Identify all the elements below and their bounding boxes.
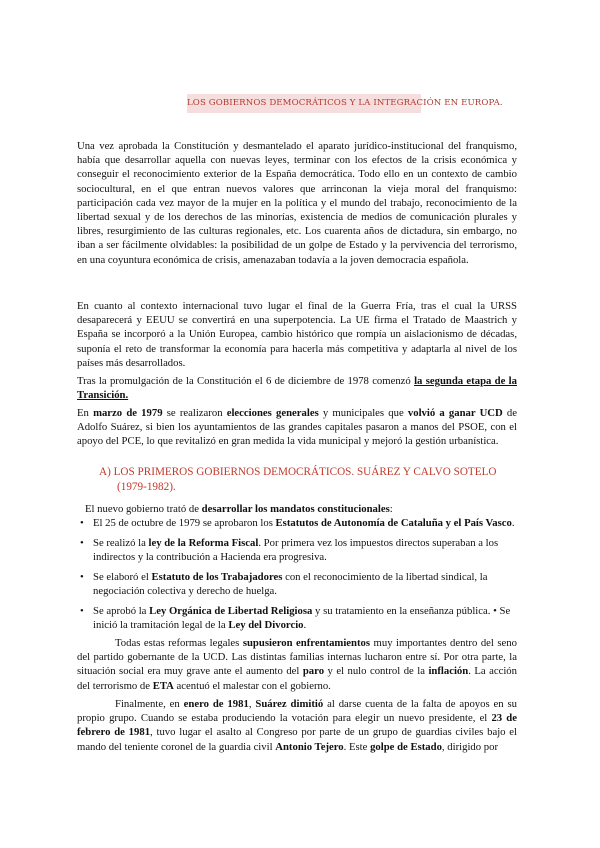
bold-run: Estatuto de los Trabajadores bbox=[151, 570, 283, 583]
text-run: Se realizó la bbox=[93, 536, 149, 549]
bold-run: Ley del Divorcio bbox=[228, 619, 304, 631]
text-run: Todas estas reformas legales bbox=[115, 637, 243, 649]
bold-run: 23 de febrero de 1981 bbox=[77, 712, 517, 739]
bold-run: volvió a ganar UCD bbox=[407, 407, 503, 419]
text-run: de Adolfo Suárez, si bien los ayuntamientos de las grandes capitales pasaron a manos del PSOE, con el apoyo del PCE, lo que revitalizó en gran medida la vida municipal y mejoró la gestión urbanística. bbox=[77, 407, 518, 448]
transition-paragraph bbox=[77, 374, 517, 402]
bold-run: golpe de Estado bbox=[370, 740, 442, 753]
text-run: , bbox=[248, 698, 256, 710]
text-run: acentuó el malestar con el gobierno. bbox=[173, 679, 331, 692]
transition-text: Tras la promulgación de la Constitución el 6 de diciembre de 1978 comenzó bbox=[77, 375, 415, 387]
text-run: , tuvo lugar el asalto al Congreso por parte de un grupo de guardias civiles bajo el mando del teniente coronel de la guardia civil bbox=[77, 726, 517, 753]
text-run: , dirigido por bbox=[441, 740, 499, 753]
bold-run: ETA bbox=[152, 679, 174, 692]
text-run: . Este bbox=[343, 740, 371, 753]
subtitle-line-1: A) LOS PRIMEROS GOBIERNOS DEMOCRÁTICOS. SUÁREZ Y CALVO SOTELO bbox=[99, 466, 497, 478]
bold-run: supusieron enfrentamientos bbox=[242, 637, 371, 649]
bold-run: Ley Orgánica de Libertad Religiosa bbox=[149, 604, 313, 617]
subtitle-dates: (1979-1982). bbox=[117, 481, 176, 493]
bullet-icon: • bbox=[80, 536, 84, 549]
text-run: Se aprobó la bbox=[93, 604, 150, 617]
text-run: : bbox=[389, 503, 393, 515]
bold-run: inflación bbox=[428, 665, 469, 678]
text-run: y su tratamiento en la enseñanza pública. • Se inició la tramitación legal de la bbox=[93, 604, 511, 631]
text-run: al darse cuenta de la falta de apoyos en su propio grupo. Cuando se estaba produciendo la votación para elegir un nuevo presidente, el bbox=[77, 698, 518, 725]
bold-run: desarrollar los mandatos constitucionales bbox=[201, 503, 390, 515]
bullet-icon: • bbox=[80, 604, 84, 617]
reforms-conflict-paragraph bbox=[77, 636, 517, 693]
text-run: Finalmente, en bbox=[115, 698, 184, 710]
bold-run: paro bbox=[302, 665, 325, 678]
bold-run: ley de la Reforma Fiscal bbox=[148, 536, 259, 549]
bold-run: elecciones generales bbox=[226, 407, 319, 419]
reforms-list bbox=[80, 516, 520, 638]
text-run: . Por primera vez los impuestos directos superaban a los indirectos y la contribución a Hacienda era progresiva. bbox=[93, 536, 499, 563]
text-run: El nuevo gobierno trató de bbox=[85, 503, 202, 515]
bullet-icon: • bbox=[80, 517, 84, 529]
government-intro bbox=[85, 502, 525, 516]
text-run: Se elaboró el bbox=[93, 570, 152, 583]
text-run: . bbox=[511, 517, 515, 529]
bold-run: marzo de 1979 bbox=[93, 407, 163, 419]
list-item bbox=[80, 570, 520, 598]
elections-paragraph bbox=[77, 406, 517, 449]
list-item bbox=[80, 604, 520, 632]
bold-run: Estatutos de Autonomía de Cataluña y el País Vasco bbox=[275, 517, 512, 529]
intro-paragraph: Una vez aprobada la Constitución y desmantelado el aparato jurídico-institucional del franquismo, había que desarrollar aquella con nuevas leyes, terminar con los efectos de la crisis económica y conseguir el reconocimiento exterior de la España democrática. Todo ello en un contexto de cambio sociocultural, en el que entran nuevos valores que arrinconan la vieja moral del franquismo: participación cada vez mayor de la mujer en la política y el mundo del trabajo, reconocimiento de la libertad sexual y de los derechos de las minorías, existencia de medios de comunicación plurales y libres, resurgimiento de las culturas regionales, etc. Los cuarenta años de dictadura, sin embargo, no iban a ser fácilmente olvidables: la posibilidad de un golpe de Estado y la pervivencia del terrorismo, en una coyuntura económica de crisis, amenazaban todavía a la joven democracia española. bbox=[77, 140, 517, 266]
section-subtitle bbox=[99, 465, 519, 495]
text-run: y municipales que bbox=[318, 407, 408, 419]
text-run: El 25 de octubre de 1979 se aprobaron los bbox=[93, 517, 276, 529]
text-run: se realizaron bbox=[162, 407, 227, 419]
international-context-paragraph: En cuanto al contexto internacional tuvo lugar el final de la Guerra Fría, tras el cual la URSS desaparecerá y EEUU se convertirá en una superpotencia. La UE firma el Tratado de Maastrich y España se incorporó a la Unión Europea, cambio histórico que rompía un aislacionismo de décadas, suponía el reto de transformar la economía para hacerla más competitiva y adaptarla al nivel de los países más desarrollados. bbox=[77, 300, 517, 369]
list-item bbox=[80, 536, 520, 564]
text-run: muy importantes dentro del seno del partido gobernante de la UCD. Las distintas familias internas lucharon entre sí. Por otra parte, la situación social era muy grave ante el aumento del bbox=[77, 637, 517, 678]
text-run: con el reconocimiento de la libertad sindical, la negociación colectiva y derecho de huelga. bbox=[93, 570, 488, 597]
text-run: y el nulo control de la bbox=[324, 665, 429, 678]
transition-emphasis: la segunda etapa de la Transición. bbox=[77, 375, 517, 402]
text-run: . bbox=[303, 619, 307, 631]
resignation-paragraph bbox=[77, 697, 517, 754]
page-title: LOS GOBIERNOS DEMOCRÁTICOS Y LA INTEGRACIÓN EN EUROPA. bbox=[187, 94, 421, 113]
text-run: . La acción del terrorismo de bbox=[77, 665, 517, 692]
list-item bbox=[80, 516, 520, 530]
bold-run: Antonio Tejero bbox=[275, 740, 344, 753]
text-run: En bbox=[77, 407, 94, 419]
bold-run: enero de 1981 bbox=[183, 698, 249, 710]
bullet-icon: • bbox=[80, 570, 84, 583]
bold-run: Suárez dimitió bbox=[255, 698, 324, 710]
